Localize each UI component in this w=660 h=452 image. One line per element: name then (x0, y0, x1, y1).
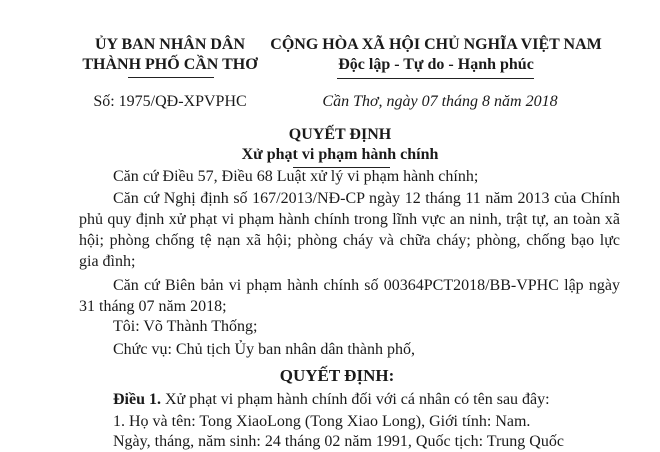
signer-position: Chức vụ: Chủ tịch Ủy ban nhân dân thành phố, (113, 341, 415, 358)
item-1-name: 1. Họ và tên: Tong XiaoLong (Tong Xiao Long), Giới tính: Nam. (113, 413, 531, 430)
signer-name: Tôi: Võ Thành Thống; (113, 318, 258, 335)
legal-basis-2-end: gia đình; (79, 253, 136, 270)
decision-heading: QUYẾT ĐỊNH: (279, 366, 395, 385)
legal-basis-2-cont: phủ quy định xử phạt vi phạm hành chính trong lĩnh vực an ninh, trật tự, an toàn xã (79, 211, 620, 228)
article-1 (113, 390, 550, 410)
place-date: Cần Thơ, ngày 07 tháng 8 năm 2018 (322, 93, 558, 110)
legal-basis-1: Căn cứ Điều 57, Điều 68 Luật xử lý vi phạm hành chính; (113, 168, 479, 185)
agency-underline (128, 77, 214, 78)
article-1-label: Điều 1. (113, 391, 161, 408)
agency-name: ỦY BAN NHÂN DÂN (94, 36, 246, 53)
document-number: Số: 1975/QĐ-XPVPHC (93, 93, 247, 110)
motto-underline (337, 78, 534, 79)
nation-title: CỘNG HÒA XÃ HỘI CHỦ NGHĨA VIỆT NAM (270, 36, 602, 53)
nation-motto: Độc lập - Tự do - Hạnh phúc (338, 56, 534, 73)
agency-city: THÀNH PHỐ CẦN THƠ (82, 56, 258, 73)
document-subtitle: Xử phạt vi phạm hành chính (241, 146, 439, 163)
legal-basis-2-cont: hội; phòng chống tệ nạn xã hội; phòng cháy và chữa cháy; phòng, chống bạo lực (79, 232, 620, 249)
item-2-birthdate: Ngày, tháng, năm sinh: 24 tháng 02 năm 1991, Quốc tịch: Trung Quốc (113, 433, 564, 450)
article-1-text: Xử phạt vi phạm hành chính đối với cá nhân có tên sau đây: (165, 391, 550, 408)
legal-basis-2: Căn cứ Nghị định số 167/2013/NĐ-CP ngày 12 tháng 11 năm 2013 của Chính (113, 190, 620, 207)
legal-basis-3: Căn cứ Biên bản vi phạm hành chính số 00364PCT2018/BB-VPHC lập ngày (113, 277, 620, 294)
document-title: QUYẾT ĐỊNH (288, 126, 392, 143)
legal-basis-3-end: 31 tháng 07 năm 2018; (79, 298, 227, 315)
